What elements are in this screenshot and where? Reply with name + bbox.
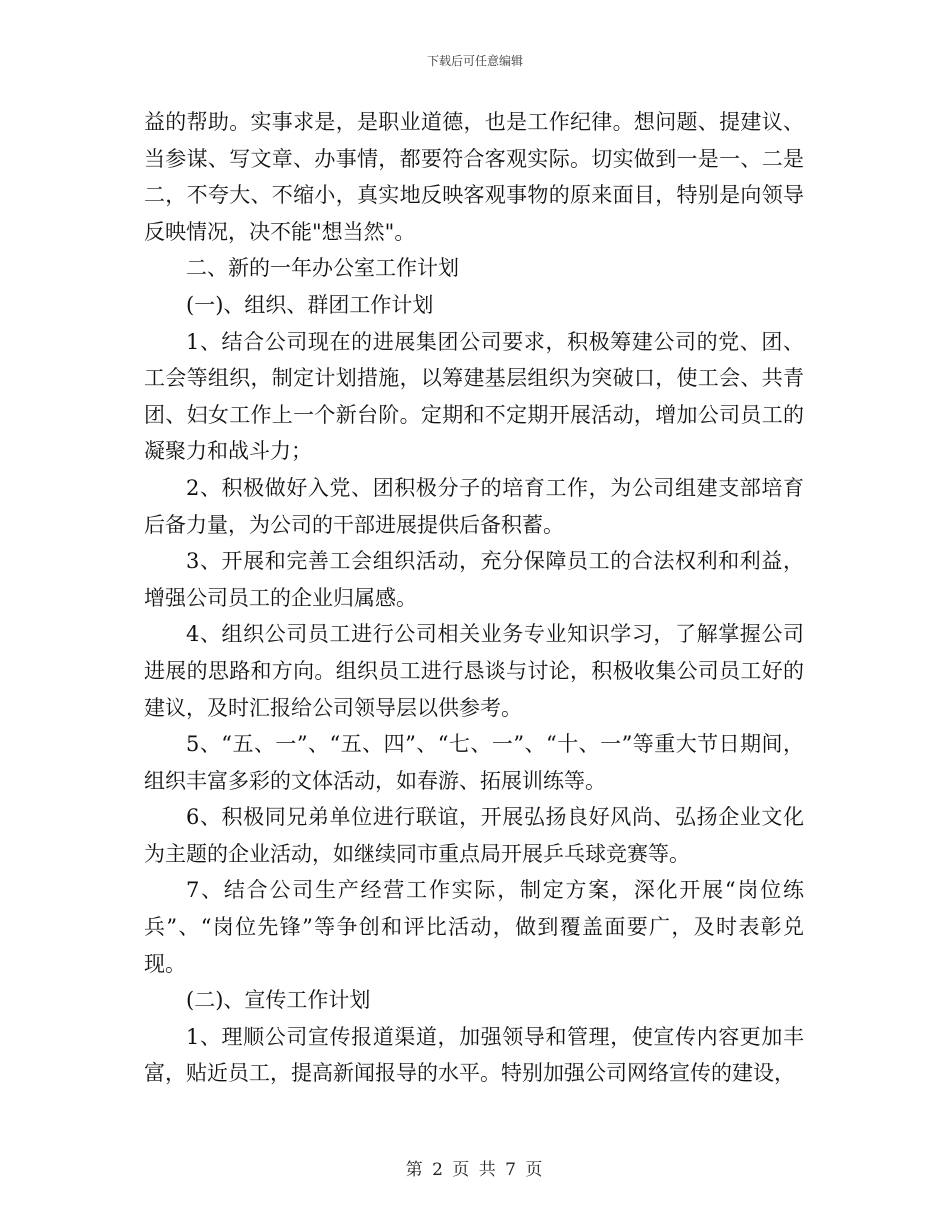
paragraph-1: 益的帮助。实事求是，是职业道德，也是工作纪律。想问题、提建议、当参谋、写文章、办事情，都要符合客观实际。切实做到一是一、二是二，不夸大、不缩小，真实地反映客观事物的原来面目，特别是向领导反映情况，决不能"想当然"。 [144,110,804,244]
list-item-3: 3、开展和完善工会组织活动，充分保障员工的合法权利和利益，增强公司员工的企业归属感。 [144,549,804,610]
list-item-2: 2、积极做好入党、团积极分子的培育工作，为公司组建支部培育后备力量，为公司的干部进展提供后备积蓄。 [144,475,804,537]
document-body [144,104,804,1092]
list-item-5: 5、“五、一”、“五、四”、“七、一”、“十、一”等重大节日期间，组织丰富多彩的文体活动，如春游、拓展训练等。 [144,732,804,793]
section-heading-2: 二、新的一年办公室工作计划 [186,256,459,281]
page-number: 第 2 页 共 7 页 [405,1160,545,1180]
page-header: 下载后可任意编辑 [426,54,523,68]
list-item-1: 1、结合公司现在的进展集团公司要求，积极筹建公司的党、团、工会等组织，制定计划措施，以筹建基层组织为突破口，使工会、共青团、妇女工作上一个新台阶。定期和不定期开展活动，增加公司员工的凝聚力和战斗力； [144,329,804,464]
list-item-4: 4、组织公司员工进行公司相关业务专业知识学习，了解掌握公司进展的思路和方向。组织员工进行恳谈与讨论，积极收集公司员工好的建议，及时汇报给公司领导层以供参考。 [144,622,804,720]
publicity-item-1: 1、理顺公司宣传报道渠道，加强领导和管理，使宣传内容更加丰富，贴近员工，提高新闻报导的水平。特别加强公司网络宣传的建设， [144,1024,804,1086]
subsection-heading-org: (一)、组织、群团工作计划 [186,292,434,317]
list-item-7: 7、结合公司生产经营工作实际，制定方案，深化开展“岗位练兵”、“岗位先锋”等争创和评比活动，做到覆盖面要广，及时表彰兑现。 [144,878,804,976]
list-item-6: 6、积极同兄弟单位进行联谊，开展弘扬良好风尚、弘扬企业文化为主题的企业活动，如继续同市重点局开展乒乓球竞赛等。 [144,805,804,866]
subsection-heading-publicity: (二)、宣传工作计划 [186,988,371,1013]
